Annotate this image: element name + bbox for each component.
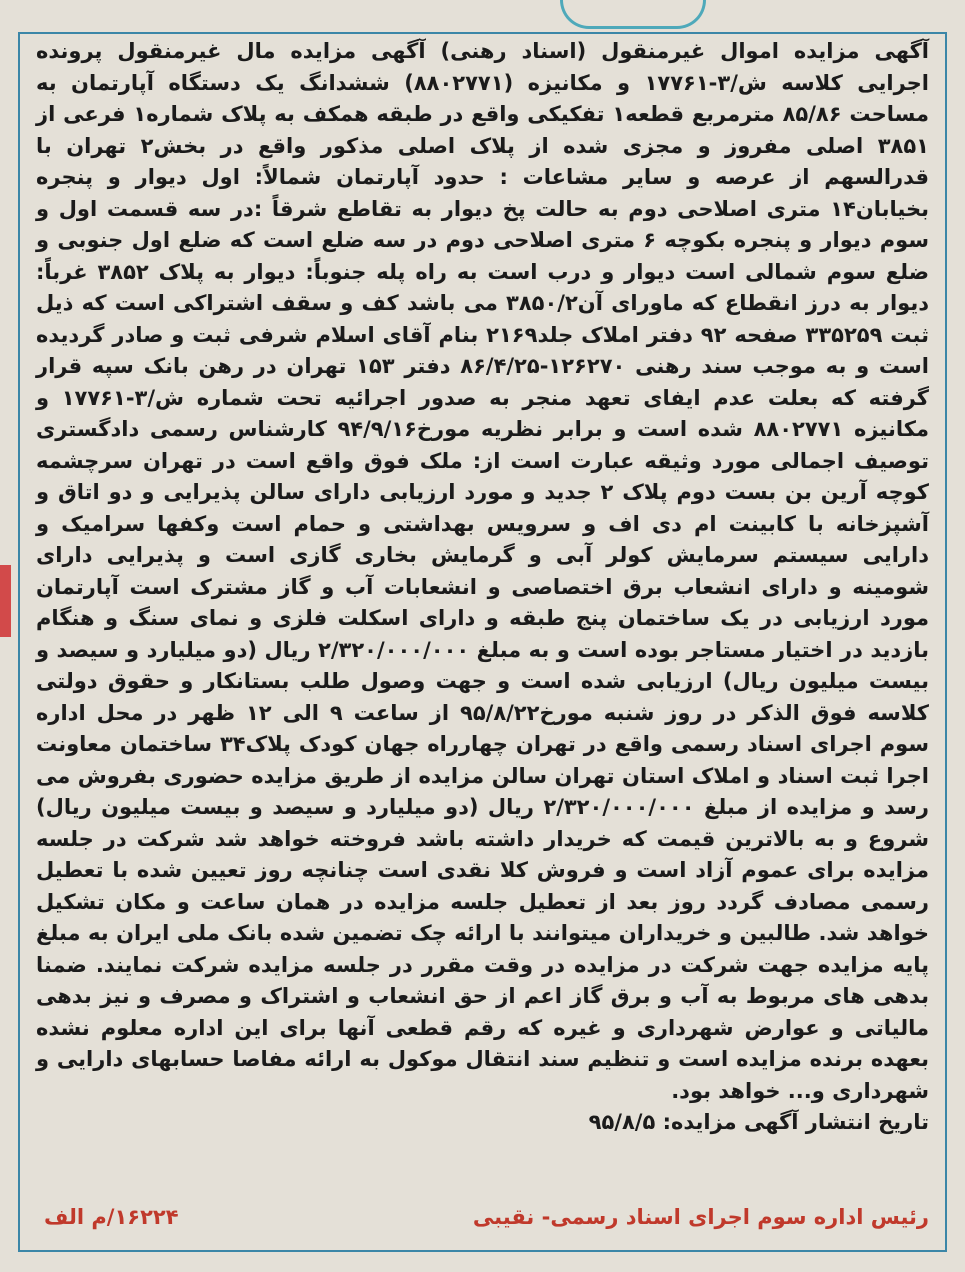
red-edge-mark xyxy=(0,565,11,637)
notice-footer xyxy=(36,1205,929,1239)
notice-code: ۱۶۲۲۴/م الف xyxy=(44,1205,179,1229)
blue-pen-mark xyxy=(560,0,706,29)
notice-body: آگهی مزایده اموال غیرمنقول (اسناد رهنی) آگهی مزایده مال غیرمنقول پرونده اجرایی کلاسه ش/۳-۱۷۷۶۱ و مکانیزه (۸۸۰۲۷۷۱) ششدانگ یک دستگاه آپارتمان به مساحت ۸۵/۸۶ مترمربع قطعه۱ تفکیکی واقع در طبقه همکف به پلاک شماره۱ فرعی از ۳۸۵۱ اصلی مفروز و مجزی شده از پلاک اصلی مذکور واقع در بخش۲ تهران با قدرالسهم از عرصه و سایر مشاعات : حدود آپارتمان شمالاً: اول دیوار و پنجره بخیابان۱۴ متری اصلاحی دوم به حالت پخ دیوار به تقاطع شرقاً :در سه قسمت اول و سوم دیوار و پنجره بکوچه ۶ متری اصلاحی دوم در سه ضلع است که ضلع اول جنوبی و ضلع سوم شمالی است دیوار و درب است به راه پله جنوباً: دیوار به پلاک ۳۸۵۲ غرباً: دیوار به درز انقطاع که ماورای آن۳۸۵۰/۲ می باشد کف و سقف اشتراکی است که ذیل ثبت ۳۳۵۲۵۹ صفحه ۹۲ دفتر املاک جلد۲۱۶۹ بنام آقای اسلام شرفی ثبت و صادر گردیده است و به موجب سند رهنی ۱۲۶۲۷۰-۸۶/۴/۲۵ دفتر ۱۵۳ تهران در رهن بانک سپه قرار گرفته که بعلت عدم ایفای تعهد منجر به صدور اجرائیه تحت شماره ش/۳-۱۷۷۶۱ و مکانیزه ۸۸۰۲۷۷۱ شده است و برابر نظریه مورخ۹۴/۹/۱۶ کارشناس رسمی دادگستری توصیف اجمالی مورد وثیقه عبارت است از: ملک فوق واقع است در تهران سرچشمه کوچه آرین بن بست دوم پلاک ۲ جدید و مورد ارزیابی دارای سالن پذیرایی و دو اتاق و آشپزخانه با کابینت ام دی اف و سرویس بهداشتی و حمام است وکفها سرامیک و دارایی سیستم سرمایش کولر آبی و گرمایش بخاری گازی است و پذیرایی دارای شومینه و دارای انشعاب برق اختصاصی و انشعابات آب و گاز مشترک است آپارتمان مورد ارزیابی در یک ساختمان پنج طبقه و دارای اسکلت فلزی و نمای سنگ و هنگام بازدید در اختیار مستاجر بوده است و به مبلغ ۲/۳۲۰/۰۰۰/۰۰۰ ریال (دو میلیارد و سیصد و بیست میلیون ریال) ارزیابی شده است و جهت وصول طلب بستانکار و حقوق دولتی کلاسه فوق الذکر در روز شنبه مورخ۹۵/۸/۲۲ از ساعت ۹ الی ۱۲ ظهر در محل اداره سوم اجرای اسناد رسمی واقع در تهران چهارراه جهان کودک پلاک۳۴ ساختمان معاونت اجرا ثبت اسناد و املاک استان تهران سالن مزایده از طریق مزایده حضوری بفروش می رسد و مزایده از مبلغ ۲/۳۲۰/۰۰۰/۰۰۰ ریال (دو میلیارد و سیصد و بیست میلیون ریال) شروع و به بالاترین قیمت که خریدار داشته باشد فروخته خواهد شد شرکت در جلسه مزایده برای عموم آزاد است و فروش کلا نقدی است چنانچه روز تعیین شده با تعطیل رسمی مصادف گردد روز بعد از تعطیل جلسه مزایده در همان ساعت و مکان تشکیل خواهد شد. طالبین و خریداران میتوانند با ارائه چک تضمین شده بانک ملی ایران به مبلغ پایه مزایده جهت شرکت در مزایده در وقت مقرر در جلسه مزایده شرکت نمایند. ضمنا بدهی های مربوط به آب و برق گاز اعم از حق انشعاب و اشتراک و مصرف و نیز بدهی مالیاتی و عوارض شهرداری و غیره که رقم قطعی آنها برای این اداره معلوم نشده بعهده برنده مزایده است و تنظیم سند انتقال موکول به ارائه مفاصا حسابهای دارایی و شهرداری و... خواهد بود. xyxy=(36,39,929,1103)
signer-name: رئیس اداره سوم اجرای اسناد رسمی- نقیبی xyxy=(472,1205,929,1229)
publish-date: تاریخ انتشار آگهی مزایده: ۹۵/۸/۵ xyxy=(588,1110,929,1134)
auction-notice xyxy=(36,36,929,1139)
